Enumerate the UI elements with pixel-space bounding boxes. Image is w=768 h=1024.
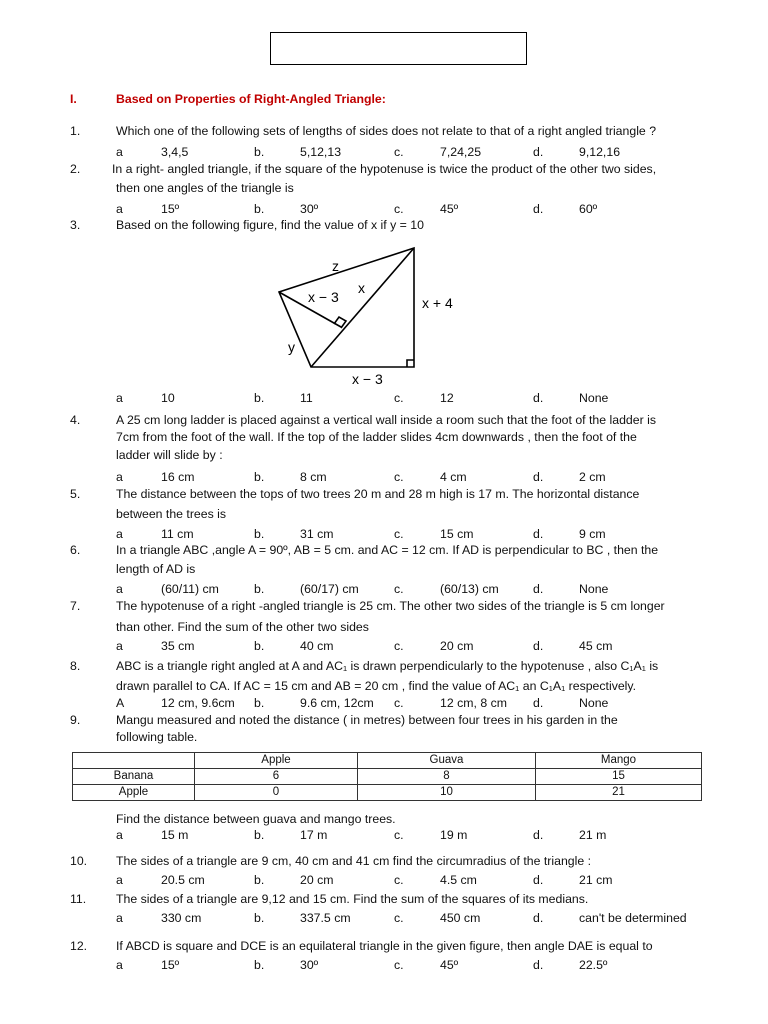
title-box <box>270 32 527 65</box>
option-label: a <box>116 639 123 653</box>
option-value: 15 cm <box>440 527 474 541</box>
option-value: 17 m <box>300 828 328 842</box>
option-value: 337.5 cm <box>300 911 351 925</box>
option-label: c. <box>394 202 404 216</box>
option-label: c. <box>394 911 404 925</box>
label-x: x <box>358 280 365 296</box>
question-text: ABC is a triangle right angled at A and AC₁ is drawn perpendicularly to the hypotenuse , also C₁A₁ is <box>116 659 659 673</box>
option-value: 40 cm <box>300 639 334 653</box>
option-value: can't be determined <box>579 911 687 925</box>
question-number: 2. <box>70 162 81 176</box>
option-label: b. <box>254 202 265 216</box>
option-value: 15º <box>161 202 180 216</box>
option-value: 30º <box>300 202 319 216</box>
option-value: 30º <box>300 958 319 972</box>
option-value: 5,12,13 <box>300 145 342 159</box>
option-label: b. <box>254 696 265 710</box>
option-value: 45 cm <box>579 639 613 653</box>
option-label: d. <box>533 873 544 887</box>
question-number: 4. <box>70 413 81 427</box>
option-value: 16 cm <box>161 470 195 484</box>
option-label: c. <box>394 828 404 842</box>
option-label: b. <box>254 911 265 925</box>
option-label: b. <box>254 873 265 887</box>
question-text: Which one of the following sets of lengths of sides does not relate to that of a right angled triangle ? <box>116 124 657 138</box>
option-label: c. <box>394 470 404 484</box>
question-number: 3. <box>70 218 81 232</box>
question-text: The sides of a triangle are 9,12 and 15 cm. Find the sum of the squares of its medians. <box>116 892 589 906</box>
option-label: d. <box>533 828 544 842</box>
question-text: Find the distance between guava and mango trees. <box>116 812 396 826</box>
table-cell <box>73 753 195 769</box>
triangle-figure <box>260 240 470 390</box>
option-value: 4.5 cm <box>440 873 477 887</box>
option-value: 45º <box>440 202 459 216</box>
option-value: None <box>579 696 609 710</box>
question-text: In a triangle ABC ,angle A = 90º, AB = 5 cm. and AC = 12 cm. If AD is perpendicular to BC , then the <box>116 543 659 557</box>
question-text: The hypotenuse of a right -angled triangle is 25 cm. The other two sides of the triangle is 5 cm longer <box>116 599 665 613</box>
table-cell: Guava <box>358 753 536 769</box>
table-row <box>73 785 702 801</box>
option-label: b. <box>254 828 265 842</box>
option-value: 7,24,25 <box>440 145 482 159</box>
table-cell: Apple <box>73 785 195 801</box>
option-label: a <box>116 582 123 596</box>
option-label: c. <box>394 582 404 596</box>
question-number: 10. <box>70 854 88 868</box>
question-text: The distance between the tops of two trees 20 m and 28 m high is 17 m. The horizontal distance <box>116 487 640 501</box>
question-text: following table. <box>116 730 198 744</box>
option-value: 4 cm <box>440 470 467 484</box>
option-value: 9,12,16 <box>579 145 621 159</box>
label-x-plus-4: x + 4 <box>422 295 453 311</box>
option-label: c. <box>394 391 404 405</box>
section-title: Based on Properties of Right-Angled Triangle: <box>116 92 386 106</box>
option-value: 19 m <box>440 828 468 842</box>
option-label: a <box>116 145 123 159</box>
option-label: d. <box>533 527 544 541</box>
option-label: a <box>116 470 123 484</box>
question-text: Based on the following figure, find the value of x if y = 10 <box>116 218 424 232</box>
option-label: b. <box>254 145 265 159</box>
option-label: c. <box>394 696 404 710</box>
option-label: c. <box>394 145 404 159</box>
option-value: 12 cm, 8 cm <box>440 696 507 710</box>
option-value: 20 cm <box>440 639 474 653</box>
option-value: 9.6 cm, 12cm <box>300 696 374 710</box>
question-number: 11. <box>70 892 87 906</box>
option-label: c. <box>394 958 404 972</box>
option-value: None <box>579 582 609 596</box>
option-label: d. <box>533 582 544 596</box>
question-number: 7. <box>70 599 81 613</box>
option-value: 12 <box>440 391 454 405</box>
table-header-row <box>73 753 702 769</box>
question-number: 1. <box>70 124 81 138</box>
option-label: a <box>116 391 123 405</box>
option-value: 31 cm <box>300 527 334 541</box>
option-label: b. <box>254 527 265 541</box>
option-value: 12 cm, 9.6cm <box>161 696 235 710</box>
option-value: 2 cm <box>579 470 606 484</box>
option-value: 15 m <box>161 828 189 842</box>
option-value: 20.5 cm <box>161 873 205 887</box>
option-value: 60º <box>579 202 598 216</box>
question-text: 7cm from the foot of the wall. If the top of the ladder slides 4cm downwards , then the foot of the <box>116 430 637 444</box>
table-cell: Banana <box>73 769 195 785</box>
question-text: then one angles of the triangle is <box>116 181 294 195</box>
label-z: z <box>332 258 339 274</box>
option-value: 22.5º <box>579 958 608 972</box>
option-value: 11 <box>300 391 313 405</box>
option-value: 3,4,5 <box>161 145 189 159</box>
option-value: None <box>579 391 609 405</box>
option-value: 9 cm <box>579 527 606 541</box>
option-label: a <box>116 527 123 541</box>
option-value: 15º <box>161 958 180 972</box>
option-label: A <box>116 696 125 710</box>
question-text: than other. Find the sum of the other two sides <box>116 620 369 634</box>
option-label: d. <box>533 145 544 159</box>
option-label: b. <box>254 470 265 484</box>
option-value: 10 <box>161 391 175 405</box>
table-cell: Mango <box>536 753 702 769</box>
option-label: b. <box>254 582 265 596</box>
table-cell: 6 <box>195 769 358 785</box>
option-value: 8 cm <box>300 470 327 484</box>
option-label: c. <box>394 639 404 653</box>
option-label: a <box>116 958 123 972</box>
option-label: c. <box>394 873 404 887</box>
distance-table <box>72 752 702 801</box>
table-cell: 21 <box>536 785 702 801</box>
option-value: (60/13) cm <box>440 582 499 596</box>
option-label: d. <box>533 470 544 484</box>
question-number: 5. <box>70 487 81 501</box>
option-label: b. <box>254 391 265 405</box>
option-label: a <box>116 202 123 216</box>
option-label: a <box>116 911 123 925</box>
option-value: 330 cm <box>161 911 202 925</box>
option-label: d. <box>533 391 544 405</box>
question-text: If ABCD is square and DCE is an equilateral triangle in the given figure, then angle DAE is equal to <box>116 939 653 953</box>
table-cell: Apple <box>195 753 358 769</box>
option-label: c. <box>394 527 404 541</box>
option-label: a <box>116 873 123 887</box>
table-cell: 8 <box>358 769 536 785</box>
option-value: 20 cm <box>300 873 334 887</box>
option-value: 35 cm <box>161 639 195 653</box>
option-value: (60/17) cm <box>300 582 359 596</box>
option-value: 450 cm <box>440 911 481 925</box>
option-value: 45º <box>440 958 459 972</box>
question-text: A 25 cm long ladder is placed against a vertical wall inside a room such that the foot of the ladder is <box>116 413 657 427</box>
label-y: y <box>288 339 295 355</box>
question-text: drawn parallel to CA. If AC = 15 cm and AB = 20 cm , find the value of AC₁ an C₁A₁ respectively. <box>116 679 637 693</box>
label-x-minus-3-inner: x − 3 <box>308 289 339 305</box>
option-value: 11 cm <box>161 527 194 541</box>
option-value: 21 m <box>579 828 607 842</box>
question-number: 6. <box>70 543 81 557</box>
question-text: ladder will slide by : <box>116 448 223 462</box>
question-text: length of AD is <box>116 562 196 576</box>
question-text: Mangu measured and noted the distance ( in metres) between four trees in his garden in the <box>116 713 618 727</box>
table-cell: 15 <box>536 769 702 785</box>
option-label: d. <box>533 911 544 925</box>
question-number: 8. <box>70 659 81 673</box>
label-x-minus-3-bottom: x − 3 <box>352 371 383 387</box>
question-text: between the trees is <box>116 507 227 521</box>
option-value: (60/11) cm <box>161 582 219 596</box>
option-label: d. <box>533 958 544 972</box>
option-value: 21 cm <box>579 873 613 887</box>
option-label: a <box>116 828 123 842</box>
option-label: d. <box>533 639 544 653</box>
section-number: I. <box>70 92 77 106</box>
table-cell: 0 <box>195 785 358 801</box>
option-label: b. <box>254 958 265 972</box>
table-cell: 10 <box>358 785 536 801</box>
table-row <box>73 769 702 785</box>
question-number: 12. <box>70 939 88 953</box>
option-label: d. <box>533 696 544 710</box>
option-label: b. <box>254 639 265 653</box>
question-text: In a right- angled triangle, if the square of the hypotenuse is twice the product of the other two sides, <box>112 162 657 176</box>
option-label: d. <box>533 202 544 216</box>
question-number: 9. <box>70 713 81 727</box>
question-text: The sides of a triangle are 9 cm, 40 cm and 41 cm find the circumradius of the triangle : <box>116 854 592 868</box>
